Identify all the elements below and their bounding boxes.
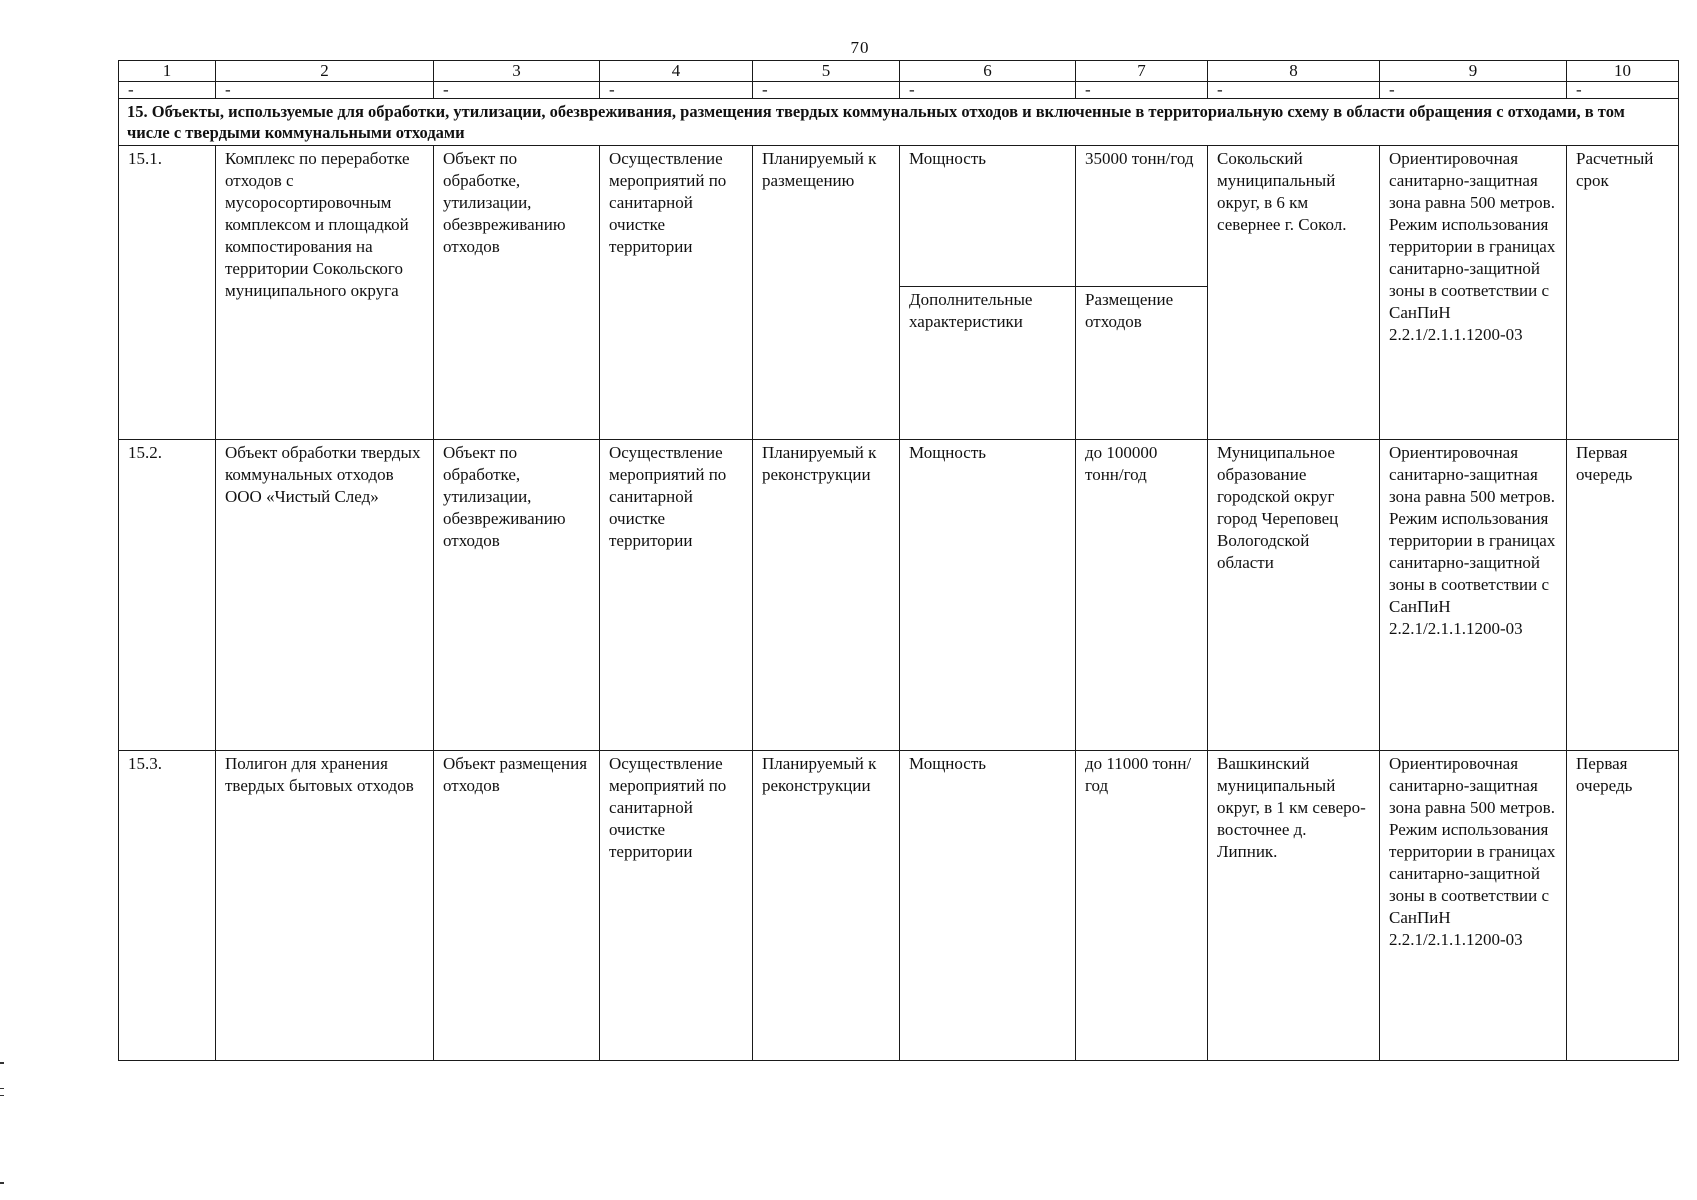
characteristic-value: 35000 тонн/год	[1076, 146, 1208, 287]
object-status: Планируемый к реконструкции	[753, 440, 900, 751]
object-status: Планируемый к реконструкции	[753, 751, 900, 1061]
object-name: Объект обработки твердых коммунальных отходов ООО «Чистый След»	[216, 440, 434, 751]
sanitary-zone: Ориентировочная санитарно-защитная зона равна 500 метров. Режим использования территории в границах санитарно-защитной зоны в соответствии с СанПиН 2.2.1/2.1.1.1200-03	[1380, 146, 1567, 440]
sanitary-zone: Ориентировочная санитарно-защитная зона равна 500 метров. Режим использования территории в границах санитарно-защитной зоны в соответствии с СанПиН 2.2.1/2.1.1.1200-03	[1380, 751, 1567, 1061]
section-header-row	[119, 99, 1679, 146]
characteristic-value: до 100000 тонн/год	[1076, 440, 1208, 751]
column-number: 9	[1380, 61, 1567, 82]
column-number: 10	[1567, 61, 1679, 82]
dash-cell: -	[1076, 82, 1208, 99]
dash-row	[119, 82, 1679, 99]
column-number-row	[119, 61, 1679, 82]
object-purpose: Объект размещения отходов	[434, 751, 600, 1061]
placement-basis: Осуществление мероприятий по санитарной очистке территории	[600, 751, 753, 1061]
column-number: 6	[900, 61, 1076, 82]
placement-basis: Осуществление мероприятий по санитарной очистке территории	[600, 440, 753, 751]
sanitary-zone: Ориентировочная санитарно-защитная зона равна 500 метров. Режим использования территории в границах санитарно-защитной зоны в соответствии с СанПиН 2.2.1/2.1.1.1200-03	[1380, 440, 1567, 751]
object-name: Полигон для хранения твердых бытовых отходов	[216, 751, 434, 1061]
scan-artifact	[0, 1062, 4, 1064]
column-number: 2	[216, 61, 434, 82]
object-location: Вашкинский муниципальный округ, в 1 км северо-восточнее д. Липник.	[1208, 751, 1380, 1061]
table-row	[119, 146, 1679, 287]
implementation-term: Расчетный срок	[1567, 146, 1679, 440]
column-number: 8	[1208, 61, 1380, 82]
row-number: 15.1.	[119, 146, 216, 440]
implementation-term: Первая очередь	[1567, 440, 1679, 751]
dash-cell: -	[900, 82, 1076, 99]
implementation-term: Первая очередь	[1567, 751, 1679, 1061]
characteristic-label: Мощность	[900, 440, 1076, 751]
table-row	[119, 440, 1679, 751]
dash-cell: -	[1380, 82, 1567, 99]
dash-cell: -	[1567, 82, 1679, 99]
object-location: Сокольский муниципальный округ, в 6 км севернее г. Сокол.	[1208, 146, 1380, 440]
column-number: 4	[600, 61, 753, 82]
dash-cell: -	[753, 82, 900, 99]
dash-cell: -	[434, 82, 600, 99]
column-number: 3	[434, 61, 600, 82]
characteristic-label: Мощность	[900, 751, 1076, 1061]
object-location: Муниципальное образование городской округ город Череповец Вологодской области	[1208, 440, 1380, 751]
characteristic-label: Мощность	[900, 146, 1076, 287]
object-purpose: Объект по обработке, утилизации, обезвреживанию отходов	[434, 440, 600, 751]
characteristic-value: Размещение отходов	[1076, 287, 1208, 440]
page-number: 70	[850, 38, 870, 57]
characteristic-value: до 11000 тонн/год	[1076, 751, 1208, 1061]
row-number: 15.2.	[119, 440, 216, 751]
object-name: Комплекс по переработке отходов с мусоросортировочным комплексом и площадкой компостирования на территории Сокольского муниципального округа	[216, 146, 434, 440]
dash-cell: -	[600, 82, 753, 99]
dash-cell: -	[216, 82, 434, 99]
column-number: 1	[119, 61, 216, 82]
dash-cell: -	[119, 82, 216, 99]
object-status: Планируемый к размещению	[753, 146, 900, 440]
object-purpose: Объект по обработке, утилизации, обезвреживанию отходов	[434, 146, 600, 440]
section-title: 15. Объекты, используемые для обработки, утилизации, обезвреживания, размещения твердых коммунальных отходов и включенные в территориальную схему в области обращения с отходами, в том числе с твердыми коммунальными отходами	[119, 99, 1679, 146]
scan-artifact	[0, 1088, 4, 1096]
placement-basis: Осуществление мероприятий по санитарной очистке территории	[600, 146, 753, 440]
dash-cell: -	[1208, 82, 1380, 99]
column-number: 5	[753, 61, 900, 82]
table-row	[119, 751, 1679, 1061]
column-number: 7	[1076, 61, 1208, 82]
row-number: 15.3.	[119, 751, 216, 1061]
objects-table	[118, 60, 1679, 1061]
scan-artifact	[0, 1182, 4, 1184]
characteristic-label: Дополнительные характеристики	[900, 287, 1076, 440]
